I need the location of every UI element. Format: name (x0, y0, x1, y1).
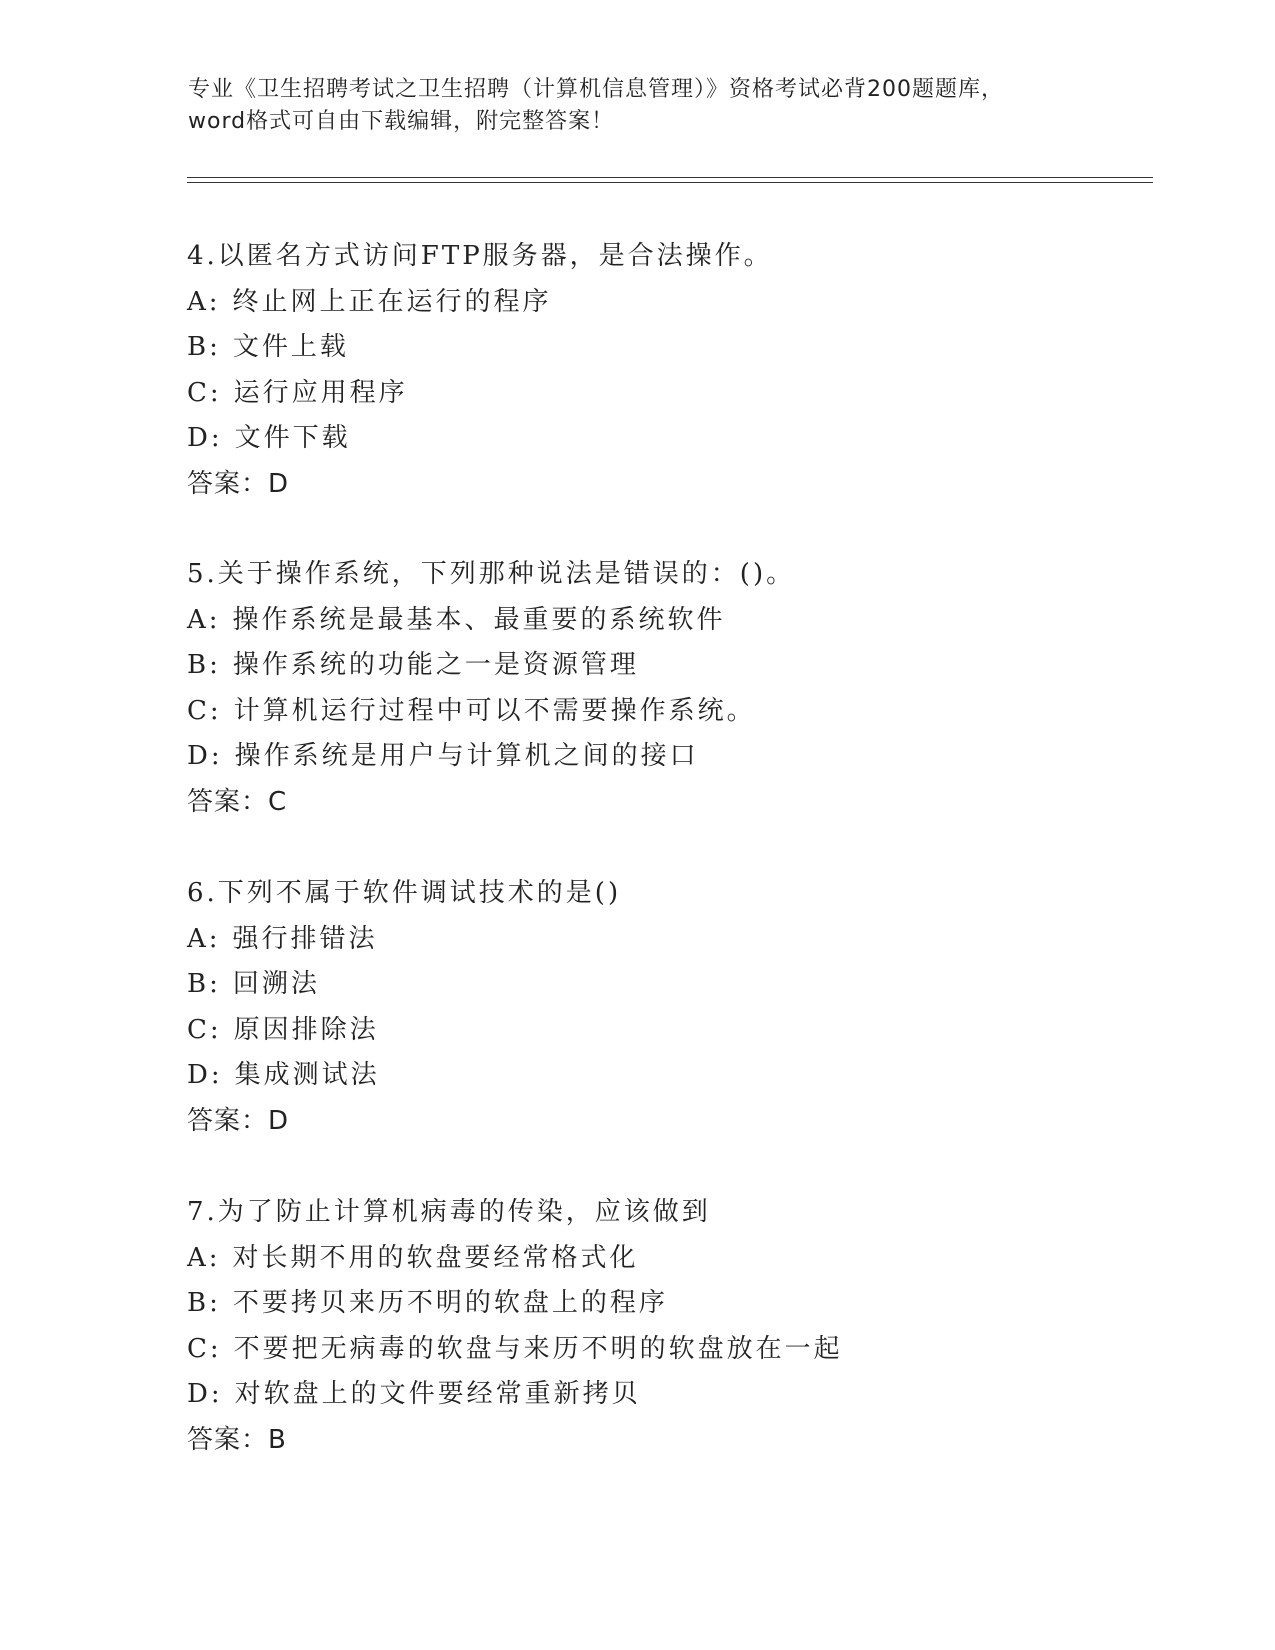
option-text: 不要把无病毒的软盘与来历不明的软盘放在一起 (233, 1334, 843, 1364)
option-b (187, 1288, 668, 1318)
header-divider-bottom (187, 182, 1153, 183)
option-d (187, 1379, 641, 1409)
option-c (187, 696, 756, 726)
question-stem: 5.关于操作系统，下列那种说法是错误的：()。 (187, 559, 796, 589)
option-letter: B: (187, 1288, 221, 1318)
option-letter: A: (187, 605, 221, 635)
option-text: 强行排错法 (232, 924, 378, 954)
option-letter: D: (187, 1060, 223, 1090)
option-a (187, 605, 726, 635)
option-letter: B: (187, 969, 221, 999)
option-c (187, 378, 408, 408)
answer-line: 答案：D (187, 469, 290, 499)
option-b (187, 969, 320, 999)
option-c (187, 1015, 379, 1045)
option-text: 操作系统是用户与计算机之间的接口 (234, 741, 699, 771)
option-letter: C: (187, 1015, 222, 1045)
option-b (187, 332, 349, 362)
option-text: 操作系统是最基本、最重要的系统软件 (232, 605, 726, 635)
option-letter: D: (187, 741, 223, 771)
option-text: 操作系统的功能之一是资源管理 (232, 650, 639, 680)
answer-line: 答案：B (187, 1425, 287, 1455)
option-d (187, 1060, 380, 1090)
header-divider-top (187, 177, 1153, 178)
option-letter: A: (187, 1243, 221, 1273)
option-text: 终止网上正在运行的程序 (232, 287, 552, 317)
question-stem: 6.下列不属于软件调试技术的是() (187, 878, 622, 908)
option-text: 运行应用程序 (233, 378, 408, 408)
option-text: 文件上载 (232, 332, 349, 362)
option-letter: C: (187, 378, 222, 408)
question-stem: 4.以匿名方式访问FTP服务器，是合法操作。 (187, 241, 773, 271)
option-a (187, 1243, 639, 1273)
header-title-line-1: 专业《卫生招聘考试之卫生招聘（计算机信息管理）》资格考试必背200题题库， (188, 77, 1004, 102)
option-letter: D: (187, 1379, 223, 1409)
option-letter: B: (187, 332, 221, 362)
option-text: 原因排除法 (233, 1015, 379, 1045)
option-text: 集成测试法 (234, 1060, 380, 1090)
option-letter: C: (187, 1334, 222, 1364)
option-letter: A: (187, 287, 221, 317)
question-stem: 7.为了防止计算机病毒的传染，应该做到 (187, 1197, 711, 1227)
answer-line: 答案：D (187, 1106, 290, 1136)
option-c (187, 1334, 843, 1364)
option-text: 回溯法 (232, 969, 320, 999)
option-a (187, 924, 378, 954)
option-text: 对长期不用的软盘要经常格式化 (232, 1243, 639, 1273)
option-text: 对软盘上的文件要经常重新拷贝 (234, 1379, 641, 1409)
option-d (187, 423, 351, 453)
answer-line: 答案：C (187, 787, 288, 817)
header-title-line-2: word格式可自由下载编辑，附完整答案！ (188, 109, 615, 134)
document-header (188, 74, 1088, 138)
option-text: 计算机运行过程中可以不需要操作系统。 (233, 696, 756, 726)
option-a (187, 287, 552, 317)
option-text: 不要拷贝来历不明的软盘上的程序 (232, 1288, 668, 1318)
option-letter: A: (187, 924, 221, 954)
option-letter: C: (187, 696, 222, 726)
option-letter: D: (187, 423, 223, 453)
option-letter: B: (187, 650, 221, 680)
option-b (187, 650, 639, 680)
option-text: 文件下载 (234, 423, 351, 453)
option-d (187, 741, 699, 771)
